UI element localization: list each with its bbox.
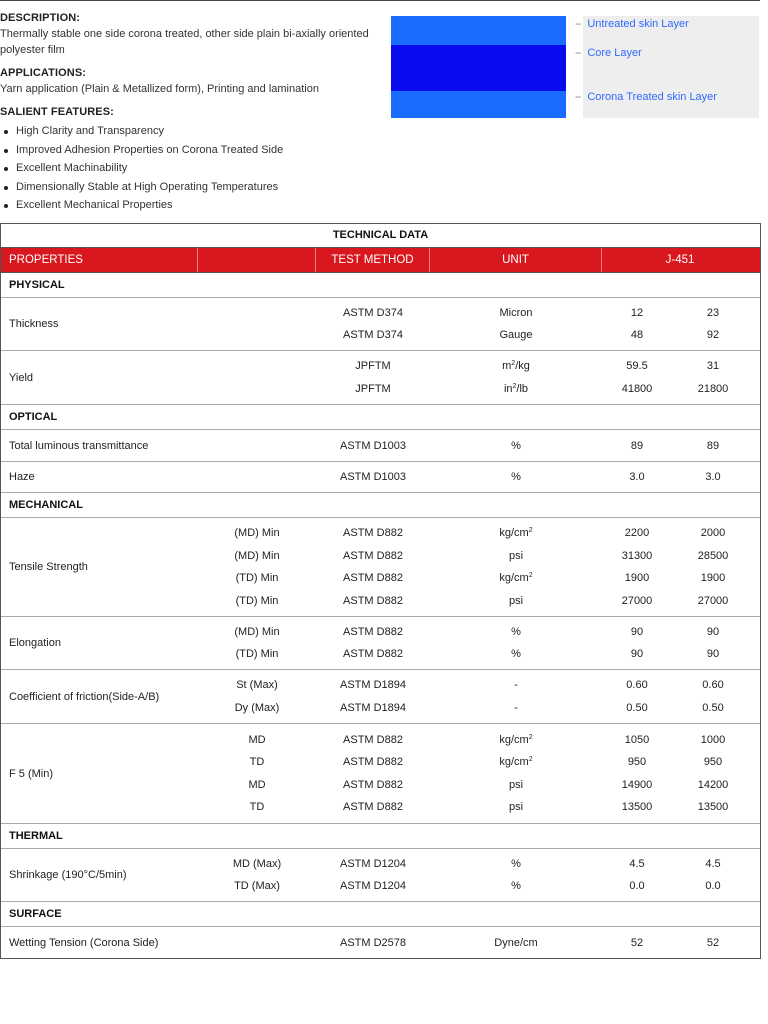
header-unit: UNIT [430,248,602,272]
value: 90 [706,625,720,638]
condition: TD (Max) [234,880,280,893]
condition: TD [249,756,265,769]
test-method: ASTM D882 [343,801,403,814]
value: 0.50 [626,701,648,714]
value: 1900 [700,572,726,585]
top-divider [0,0,760,1]
technical-data-table [0,223,761,959]
unit: psi [508,801,524,814]
unit: $kg/cm^2$ [499,756,533,769]
value: 950 [703,756,723,769]
test-method: JPFTM [355,360,391,373]
property-name: Wetting Tension (Corona Side) [9,936,159,949]
table-row-tensile-strength [1,518,760,617]
property-name: F 5 (Min) [9,767,53,780]
value: 59.5 [626,360,648,373]
value: 12 [630,306,644,319]
value: 41800 [621,382,653,395]
table-header-row [1,248,760,273]
value: 90 [630,625,644,638]
unit: - [514,679,518,692]
condition: (MD) Min [234,549,280,562]
property-name: Coefficient of friction(Side-A/B) [9,690,160,703]
property-name: Total luminous transmittance [9,439,149,452]
value: 2200 [624,527,650,540]
test-method: ASTM D882 [343,594,403,607]
value: 21800 [697,382,729,395]
condition: (MD) Min [234,527,280,540]
test-method: ASTM D1003 [339,471,407,483]
value: 0.60 [626,679,648,692]
condition: MD [248,733,266,746]
features-heading: SALIENT FEATURES: [0,106,114,118]
property-name: Thickness [9,318,59,330]
value: 1000 [700,733,726,746]
category-physical: PHYSICAL [1,273,760,298]
product-description-block [0,10,372,215]
unit: psi [508,549,524,562]
unit: % [511,439,521,452]
feature-item: High Clarity and Transparency [0,122,372,141]
table-row-transmittance [1,430,760,462]
unit: - [514,701,518,714]
value: 92 [706,329,720,342]
condition: MD [248,778,266,791]
value: 90 [706,648,720,661]
unit: % [511,857,521,870]
property-name: Haze [9,471,35,483]
film-layer-diagram [391,16,759,118]
test-method: ASTM D1204 [339,880,407,893]
value: 27000 [697,594,729,607]
table-row-wetting-tension [1,927,760,959]
property-name: Yield [9,371,34,384]
table-row-f5 [1,724,760,824]
condition: (MD) Min [234,625,280,638]
value: 0.60 [702,679,724,692]
value: 4.5 [705,857,721,870]
condition: St (Max) [236,679,278,692]
value: 28500 [697,549,729,562]
category-surface: SURFACE [1,902,760,927]
core-layer-bar [391,45,566,91]
header-condition [198,248,316,272]
value: 0.0 [629,880,645,893]
value: 31 [706,360,720,373]
feature-item: Improved Adhesion Properties on Corona Treated Side [0,141,372,160]
value: 48 [630,329,644,342]
value: 3.0 [629,471,645,483]
category-optical: OPTICAL [1,405,760,430]
unit: psi [508,778,524,791]
test-method: ASTM D374 [343,306,403,319]
header-test-method: TEST METHOD [316,248,430,272]
unit: Micron [499,306,533,319]
value: 89 [630,439,644,452]
value: 0.0 [705,880,721,893]
condition: MD (Max) [232,857,282,870]
unit: psi [508,594,524,607]
property-name: Tensile Strength [9,561,88,573]
condition: TD [249,801,265,814]
value: 950 [627,756,647,769]
untreated-skin-layer-bar [391,16,566,45]
table-row-friction [1,670,760,724]
unit: % [511,648,521,661]
applications-text: Yarn application (Plain & Metallized form), Printing and lamination [0,83,319,95]
test-method: ASTM D882 [343,549,403,562]
value: 14200 [697,778,729,791]
value: 13500 [697,801,729,814]
category-mechanical: MECHANICAL [1,493,760,518]
table-row-haze [1,462,760,493]
value: 23 [706,306,720,319]
test-method: ASTM D882 [343,625,403,638]
value: 1050 [624,733,650,746]
feature-item: Excellent Machinability [0,159,372,178]
test-method: ASTM D882 [343,733,403,746]
corona-skin-layer-bar [391,91,566,118]
unit: $m^2/kg$ [502,360,530,373]
condition: Dy (Max) [234,701,280,714]
test-method: ASTM D1003 [339,439,407,452]
table-row-thickness [1,298,760,351]
feature-item: Dimensionally Stable at High Operating Temperatures [0,178,372,197]
unit: Gauge [499,329,533,342]
unit: Dyne/cm [494,936,538,949]
header-properties: PROPERTIES [1,248,198,272]
unit: % [511,625,521,638]
value: 90 [630,648,644,661]
table-title: TECHNICAL DATA [1,224,760,248]
test-method: ASTM D882 [343,572,403,585]
core-layer-label: -- Core Layer [575,47,642,59]
condition: (TD) Min [235,572,279,585]
value: 0.50 [702,701,724,714]
features-list [0,122,372,215]
description-heading: DESCRIPTION: [0,12,81,24]
condition: (TD) Min [235,594,279,607]
value: 52 [706,936,720,949]
table-row-shrinkage [1,849,760,902]
test-method: ASTM D374 [343,329,403,342]
value: 31300 [621,549,653,562]
condition: (TD) Min [235,648,279,661]
description-text: Thermally stable one side corona treated, other side plain bi-axially oriented polyester film [0,28,369,56]
value: 52 [630,936,644,949]
value: 4.5 [629,857,645,870]
unit: $in^2/lb$ [503,382,529,395]
test-method: ASTM D882 [343,756,403,769]
category-thermal: THERMAL [1,824,760,849]
test-method: JPFTM [355,382,391,395]
test-method: ASTM D882 [343,648,403,661]
unit: $kg/cm^2$ [499,527,533,540]
test-method: ASTM D1894 [339,679,407,692]
test-method: ASTM D2578 [339,936,407,949]
untreated-layer-label: -- Untreated skin Layer [575,18,689,30]
value: 13500 [621,801,653,814]
value: 3.0 [705,471,721,483]
value: 27000 [621,594,653,607]
property-name: Elongation [9,637,61,649]
value: 2000 [700,527,726,540]
test-method: ASTM D1204 [339,857,407,870]
feature-item: Excellent Mechanical Properties [0,196,372,215]
unit: $kg/cm^2$ [499,733,533,746]
test-method: ASTM D882 [343,527,403,540]
value: 14900 [621,778,653,791]
table-row-yield [1,351,760,405]
unit: $kg/cm^2$ [499,572,533,585]
unit: % [511,880,521,893]
table-row-elongation [1,617,760,670]
applications-heading: APPLICATIONS: [0,67,87,79]
header-grade: J-451 [665,254,695,266]
unit: % [511,471,521,483]
property-name: Shrinkage (190°C/5min) [9,869,127,881]
corona-layer-label: -- Corona Treated skin Layer [575,91,717,103]
value: 1900 [624,572,650,585]
test-method: ASTM D1894 [339,701,407,714]
test-method: ASTM D882 [343,778,403,791]
value: 89 [706,439,720,452]
